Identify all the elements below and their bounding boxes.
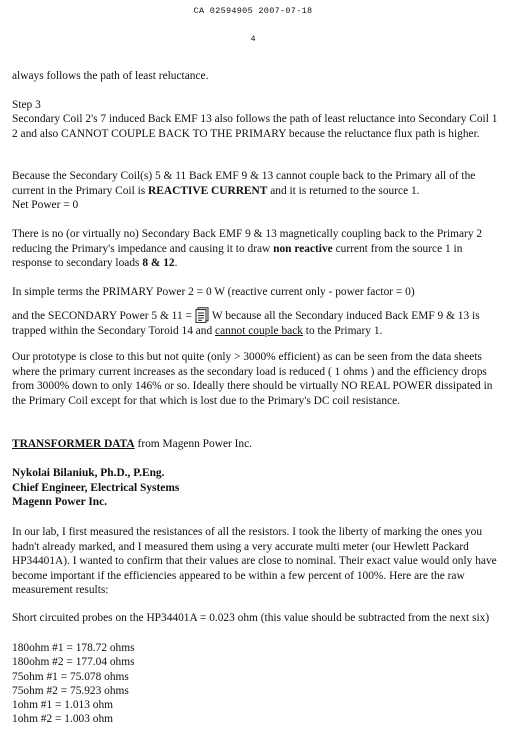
net-power: Net Power = 0	[12, 199, 79, 212]
transformer-data-source: from Magenn Power Inc.	[134, 438, 253, 450]
measurement-list	[12, 641, 498, 727]
loads-bold: 8 & 12	[142, 257, 175, 270]
paragraph-secondary-power-b: W because all the Secondary induced Back EMF 9 & 13 is trapped within the Secondary Toroid 14 and	[12, 310, 480, 337]
paragraph-secondary-power-a: and the SECONDARY Power 5 & 11 =	[12, 310, 192, 322]
paragraph-back-emf-b: current from the source 1 in response to secondary loads	[12, 242, 463, 270]
author-title: Chief Engineer, Electrical Systems	[12, 481, 180, 494]
document-id-header: CA 02594905 2007-07-18	[193, 6, 313, 16]
transformer-data-heading	[12, 437, 498, 452]
paragraph-lab-measurements: In our lab, I first measured the resistances of all the resistors. I took the liberty of marking the ones you hadn't already marked, and I measured them using a very accurate multi meter (our Hewlett Packard HP34401A). I wanted to confirm that their values are close to nominal. Their exact value would only have become important if the efficiencies appeared to be within a few percent of 100%. Here are the raw measurement results:	[12, 526, 497, 597]
paragraph-back-emf	[12, 227, 498, 271]
document-icon	[195, 307, 209, 323]
page-number: 4	[250, 34, 256, 44]
cannot-couple-back-underline: cannot couple back	[215, 324, 303, 337]
paragraph-reactive-current-a: Because the Secondary Coil(s) 5 & 11 Back EMF 9 & 13 cannot couple back to the Primary all of the current in the Primary Coil is	[12, 170, 476, 197]
paragraph-reactive-current	[12, 169, 498, 213]
paragraph-prototype: Our prototype is close to this but not quite (only > 3000% efficient) as can be seen from the data sheets where the primary current increases as the secondary load is reduced ( 1 ohms ) and the efficiency drops from 3000% down to only 146% or so. Ideally there should be virtually NO REAL POWER dissipated in the Primary Coil except for that which is lost due to the Primary's DC coil resistance.	[12, 351, 493, 407]
author-name: Nykolai Bilaniuk, Ph.D., P.Eng.	[12, 467, 165, 479]
paragraph-reactive-current-b: and it is returned to the source 1.	[267, 184, 420, 197]
author-company: Magenn Power Inc.	[12, 496, 108, 509]
list-item: 180ohm #1 = 178.72 ohms	[12, 642, 135, 654]
list-item: 75ohm #1 = 75.078 ohms	[12, 670, 129, 683]
paragraph-secondary-power	[12, 307, 498, 338]
step3-text: Secondary Coil 2's 7 induced Back EMF 13 also follows the path of least reluctance into Secondary Coil 1 2 and also CANNOT COUPLE BACK TO THE PRIMARY because the reluctance flux path is higher.	[12, 113, 498, 140]
list-item: 1ohm #2 = 1.003 ohm	[12, 713, 114, 726]
paragraph-continuation: always follows the path of least reluctance.	[12, 70, 209, 82]
reactive-current-bold: REACTIVE CURRENT	[148, 184, 268, 197]
paragraph-short-circuit: Short circuited probes on the HP34401A = 0.023 ohm (this value should be subtracted from the next six)	[12, 612, 490, 624]
paragraph-back-emf-c: .	[174, 257, 178, 270]
paragraph-secondary-power-c: to the Primary 1.	[302, 324, 383, 337]
list-item: 180ohm #2 = 177.04 ohms	[12, 656, 135, 669]
list-item: 75ohm #2 = 75.923 ohms	[12, 684, 129, 697]
list-item: 1ohm #1 = 1.013 ohm	[12, 699, 114, 712]
transformer-data-title: TRANSFORMER DATA	[12, 438, 135, 450]
signature-block	[12, 466, 498, 510]
non-reactive-bold: non reactive	[273, 242, 333, 255]
step3-title: Step 3	[12, 99, 41, 111]
paragraph-primary-power: In simple terms the PRIMARY Power 2 = 0 W (reactive current only - power factor = 0)	[12, 286, 415, 298]
paragraph-back-emf-a: There is no (or virtually no) Secondary Back EMF 9 & 13 magnetically coupling back to the Primary 2 reducing the Primary's impedance and causing it to draw	[12, 228, 483, 255]
